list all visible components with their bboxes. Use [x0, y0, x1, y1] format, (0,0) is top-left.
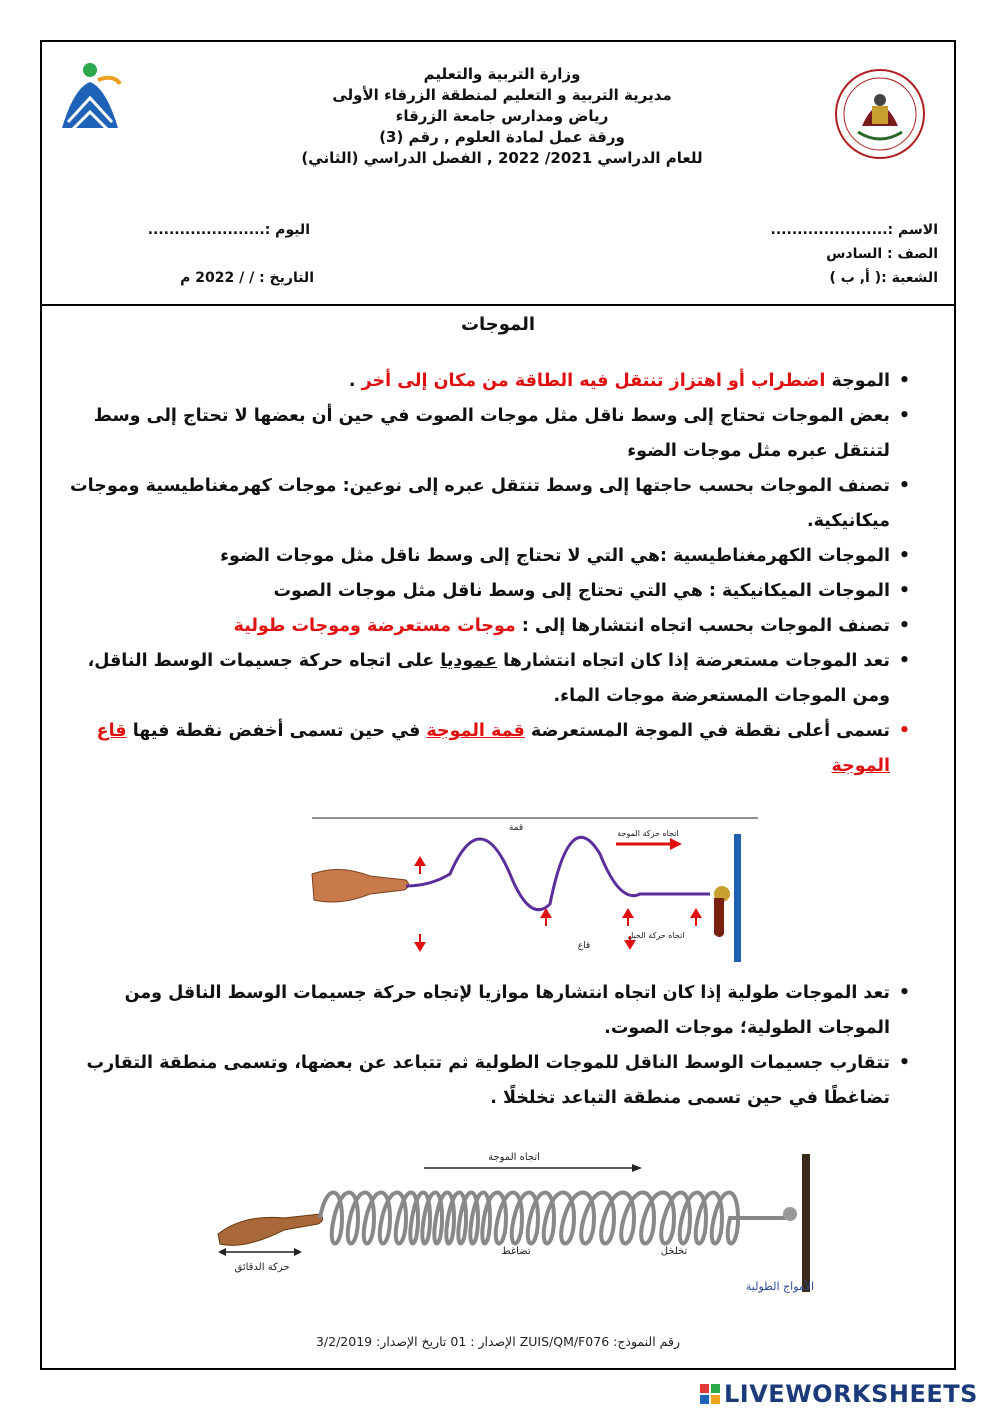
- name-field[interactable]: الاسم :......................: [770, 222, 938, 238]
- bullet-electromagnetic: • الموجات الكهرمغناطيسية :هي التي لا تحتاج إلى وسط ناقل مثل موجات الضوء: [220, 546, 910, 566]
- jordan-emblem-icon: [832, 66, 928, 162]
- bullet-classification-direction: • تصنف الموجات بحسب اتجاه انتشارها إلى : موجات مستعرضة وموجات طولية: [233, 616, 910, 636]
- bullet-classification-medium: • تصنف الموجات بحسب حاجتها إلى وسط تنتقل عبره إلى نوعين: موجات كهرمغناطيسية وموجات ميكانيكية.: [70, 476, 910, 531]
- hand-shape: [218, 1214, 323, 1245]
- page-title: الموجات: [460, 314, 536, 335]
- longitudinal-wave-figure: [214, 1144, 814, 1294]
- hand-motion-label: حركة الدقائق: [234, 1262, 290, 1273]
- bullet-compression: • تتقارب جسيمات الوسط الناقل للموجات الطولية ثم تتباعد عن بعضها، وتسمى منطقة التقارب تضاغطًا في حين تسمى منطقة التباعد تخلخلًا .: [86, 1053, 910, 1108]
- rope-wave: [406, 837, 710, 909]
- bullet-list: [64, 364, 910, 784]
- directorate-name: مديرية التربية و التعليم لمنطقة الزرقاء الأولى: [332, 86, 672, 104]
- worksheet-number: ورقة عمل لمادة العلوم , رقم (3): [379, 128, 625, 146]
- transverse-wave-figure: [310, 814, 760, 964]
- rope-direction-label: اتجاه حركة الحبل: [627, 931, 685, 940]
- liveworksheets-logo-icon: [700, 1384, 720, 1404]
- bullet-longitudinal: • تعد الموجات طولية إذا كان اتجاه انتشارها موازيا لإتجاه حركة جسيمات الوسط الناقل ومن الموجات الطولية؛ موجات الصوت.: [124, 983, 910, 1038]
- bullet-medium: • بعض الموجات تحتاج إلى وسط ناقل مثل موجات الصوت في حين أن بعضها لا تحتاج إلى وسط لتنتقل عبره مثل موجات الضوء: [93, 406, 910, 461]
- header-block: [242, 64, 762, 169]
- wave-direction-label: اتجاه الموجة: [488, 1152, 540, 1163]
- watermark-text: LIVEWORKSHEETS: [724, 1380, 978, 1408]
- wall-pole: [734, 834, 741, 962]
- academic-year: للعام الدراسي 2021/ 2022 , الفصل الدراسي (الثاني): [301, 149, 703, 167]
- bullet-transverse: • تعد الموجات مستعرضة إذا كان اتجاه انتشارها عموديا على اتجاه حركة جسيمات الوسط الناقل، ومن الموجات المستعرضة موجات الماء.: [87, 651, 910, 706]
- school-name: رياض ومدارس جامعة الزرقاء: [395, 107, 609, 125]
- wall-post: [802, 1154, 810, 1292]
- bullet-mechanical: • الموجات الميكانيكية : هي التي تحتاج إلى وسط ناقل مثل موجات الصوت: [273, 581, 910, 601]
- wave-direction-label: اتجاه حركة الموجة: [617, 829, 679, 838]
- trough-label: قاع: [577, 941, 591, 951]
- compression-label: تضاغط: [501, 1246, 531, 1257]
- grade-field: الصف : السادس: [826, 246, 938, 262]
- school-logo-icon: [54, 58, 126, 140]
- bullet-wave-definition: • الموجة اضطراب أو اهتزاز تنتقل فيه الطاقة من مكان إلى أخر .: [348, 371, 910, 391]
- worksheet-frame: [40, 40, 956, 1370]
- day-field[interactable]: اليوم :......................: [147, 222, 310, 238]
- date-field[interactable]: التاريخ : / / 2022 م: [180, 270, 314, 286]
- spring-coil: [320, 1193, 786, 1244]
- rarefaction-label: تخلخل: [660, 1246, 688, 1257]
- section-field: الشعبة :( أ, ب ): [829, 270, 938, 286]
- liveworksheets-watermark: [700, 1380, 978, 1408]
- bullet-crest-trough: • تسمى أعلى نقطة في الموجة المستعرضة قمة الموجة في حين تسمى أخفض نقطة فيها قاع الموجة: [96, 721, 910, 776]
- header-divider: [42, 304, 954, 306]
- ministry-name: وزارة التربية والتعليم: [423, 65, 581, 83]
- hand-shape: [312, 869, 409, 902]
- bullet-list-2: [64, 976, 910, 1116]
- crest-label: قمة: [508, 823, 524, 833]
- figure-caption: الأمواج الطولية: [745, 1280, 814, 1293]
- form-footer: رقم النموذج: ZUIS/QM/F076 الإصدار : 01 تاريخ الإصدار: 3/2/2019: [315, 1334, 681, 1349]
